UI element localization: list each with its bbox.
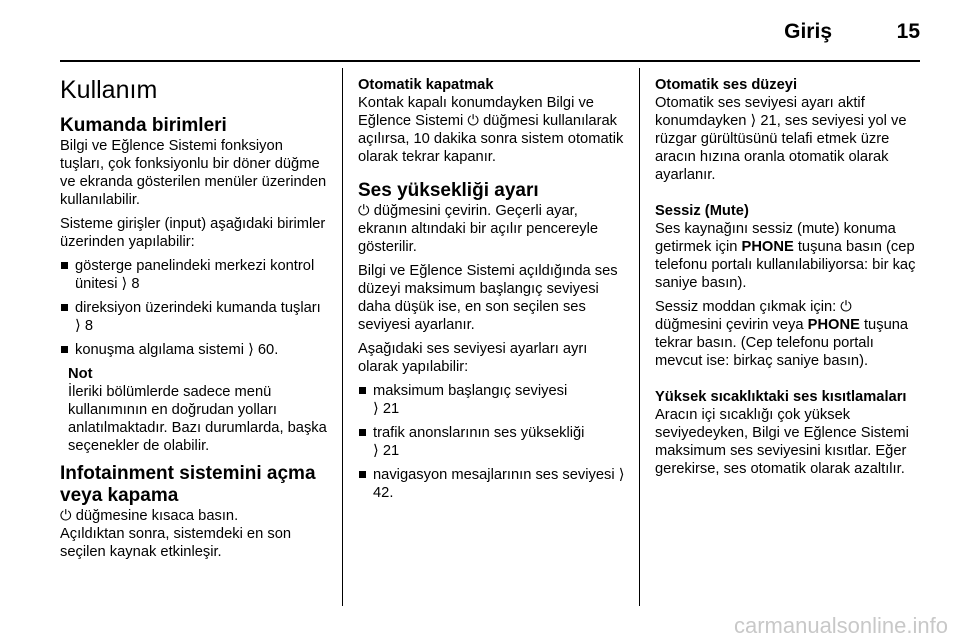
chapter-title: Kullanım (60, 76, 158, 104)
reference-arrow-icon: ⟩ (373, 442, 379, 459)
list-item: konuşma algılama sistemi ⟩ 60. (60, 341, 328, 359)
power-icon: ⏻ (840, 298, 852, 315)
column-divider (342, 68, 343, 606)
page-number: 15 (896, 20, 920, 43)
list-item: direksiyon üzerindeki kumanda tuşları ⟩ 8 (60, 299, 328, 335)
phone-key-label: PHONE (807, 317, 860, 333)
note-text: İleriki bölümlerde sadece menü kullanımının en doğrudan yolları anlatılmaktadır. Bazı durumlarda, başka seçenekler de olabilir. (68, 384, 327, 454)
column-1 (60, 68, 328, 567)
page-reference[interactable]: 8 (131, 276, 140, 292)
reference-arrow-icon: ⟩ (248, 341, 254, 358)
paragraph: Bilgi ve Eğlence Sistemi açıldığında ses düzeyi maksimum başlangıç seviyesi daha düşük ise, en son seçilen ses seviyesi ayarlanır. (358, 263, 618, 333)
bullet-icon (61, 346, 68, 353)
reference-arrow-icon: ⟩ (618, 466, 625, 483)
page-reference[interactable]: 21 (382, 443, 400, 459)
reference-arrow-icon: ⟩ (373, 400, 379, 417)
section-heading: Infotainment sistemini açma veya kapama (60, 463, 316, 506)
subsection-heading: Yüksek sıcaklıktaki ses kısıtlamaları (655, 389, 907, 405)
power-icon: ⏻ (358, 202, 370, 219)
paragraph: Bilgi ve Eğlence Sistemi fonksiyon tuşları, çok fonksiyonlu bir döner düğme ve ekranda gösterilen menüler üzerinden kullanılabilir. (60, 138, 327, 208)
phone-key-label: PHONE (741, 239, 794, 255)
section-heading: Ses yüksekliği ayarı (358, 180, 539, 201)
column-2 (358, 68, 628, 508)
note-title: Not (68, 366, 93, 382)
subsection-heading: Otomatik kapatmak (358, 77, 494, 93)
column-divider (639, 68, 640, 606)
page-reference[interactable]: 42. (373, 485, 394, 501)
bullet-list (60, 257, 328, 359)
page-reference[interactable]: 21 (760, 113, 777, 129)
list-item: gösterge panelindeki merkezi kontrol ünitesi ⟩ 8 (60, 257, 328, 293)
column-3 (655, 68, 925, 484)
paragraph: Sessiz moddan çıkmak için: ⏻ düğmesini çevirin veya PHONE tuşuna tekrar basın. (Cep telefonu portalı mevcut ise: birkaç saniye basın). (655, 298, 909, 369)
page-reference[interactable]: 21 (382, 401, 400, 417)
spacer (655, 376, 925, 388)
bullet-icon (61, 262, 68, 269)
paragraph: Otomatik ses seviyesi ayarı aktif konumdayken ⟩ 21, ses seviyesi yol ve rüzgar gürültüsünü telafi etmek üzre aracın hızına oranla otomatik olarak ayarlanır. (655, 95, 907, 183)
page-reference[interactable]: 60. (257, 342, 279, 358)
paragraph: Kontak kapalı konumdayken Bilgi ve Eğlence Sistemi ⏻ düğmesi kullanılarak açılırsa, 10 dakika sonra sistem otomatik olarak tekrar kapanır. (358, 95, 624, 165)
bullet-icon (359, 471, 366, 478)
paragraph: Açıldıktan sonra, sistemdeki en son seçilen kaynak etkinleşir. (60, 526, 292, 560)
bullet-icon (61, 304, 68, 311)
paragraph: Aracın içi sıcaklığı çok yüksek seviyedeyken, Bilgi ve Eğlence Sistemi maksimum ses seviyesini kısıtlar. Eğer gerekirse, ses otomatik olarak azaltılır. (655, 407, 909, 477)
list-item: trafik anonslarının ses yüksekliği ⟩ 21 (358, 424, 628, 460)
watermark: carmanualsonline.info (733, 613, 948, 638)
reference-arrow-icon: ⟩ (75, 317, 81, 334)
power-icon: ⏻ (60, 507, 72, 524)
paragraph: Ses kaynağını sessiz (mute) konuma getirmek için PHONE tuşuna basın (cep telefonu portalı kullanılabiliyorsa: bir kaç saniye basın). (655, 221, 916, 291)
bullet-list (358, 382, 628, 502)
paragraph: ⏻ düğmesine kısaca basın. (60, 507, 239, 524)
note-box (60, 365, 328, 455)
page-header (60, 0, 920, 60)
subsection-heading: Otomatik ses düzeyi (655, 77, 798, 93)
paragraph: Aşağıdaki ses seviyesi ayarları ayrı olarak yapılabilir: (358, 341, 588, 375)
reference-arrow-icon: ⟩ (121, 275, 128, 292)
bullet-icon (359, 387, 366, 394)
paragraph: Sisteme girişler (input) aşağıdaki birimler üzerinden yapılabilir: (60, 216, 326, 250)
list-item: maksimum başlangıç seviyesi ⟩ 21 (358, 382, 628, 418)
section-heading: Kumanda birimleri (60, 115, 227, 136)
power-icon: ⏻ (467, 112, 480, 129)
reference-arrow-icon: ⟩ (750, 112, 757, 129)
bullet-icon (359, 429, 366, 436)
subsection-heading: Sessiz (Mute) (655, 203, 749, 219)
header-rule (60, 60, 920, 62)
spacer (655, 190, 925, 202)
section-title: Giriş (784, 20, 832, 43)
paragraph: ⏻ düğmesini çevirin. Geçerli ayar, ekranın altındaki bir açılır pencereyle gösterilir. (358, 202, 599, 255)
page-reference[interactable]: 8 (84, 318, 93, 334)
list-item: navigasyon mesajlarının ses seviyesi ⟩ 42. (358, 466, 628, 502)
